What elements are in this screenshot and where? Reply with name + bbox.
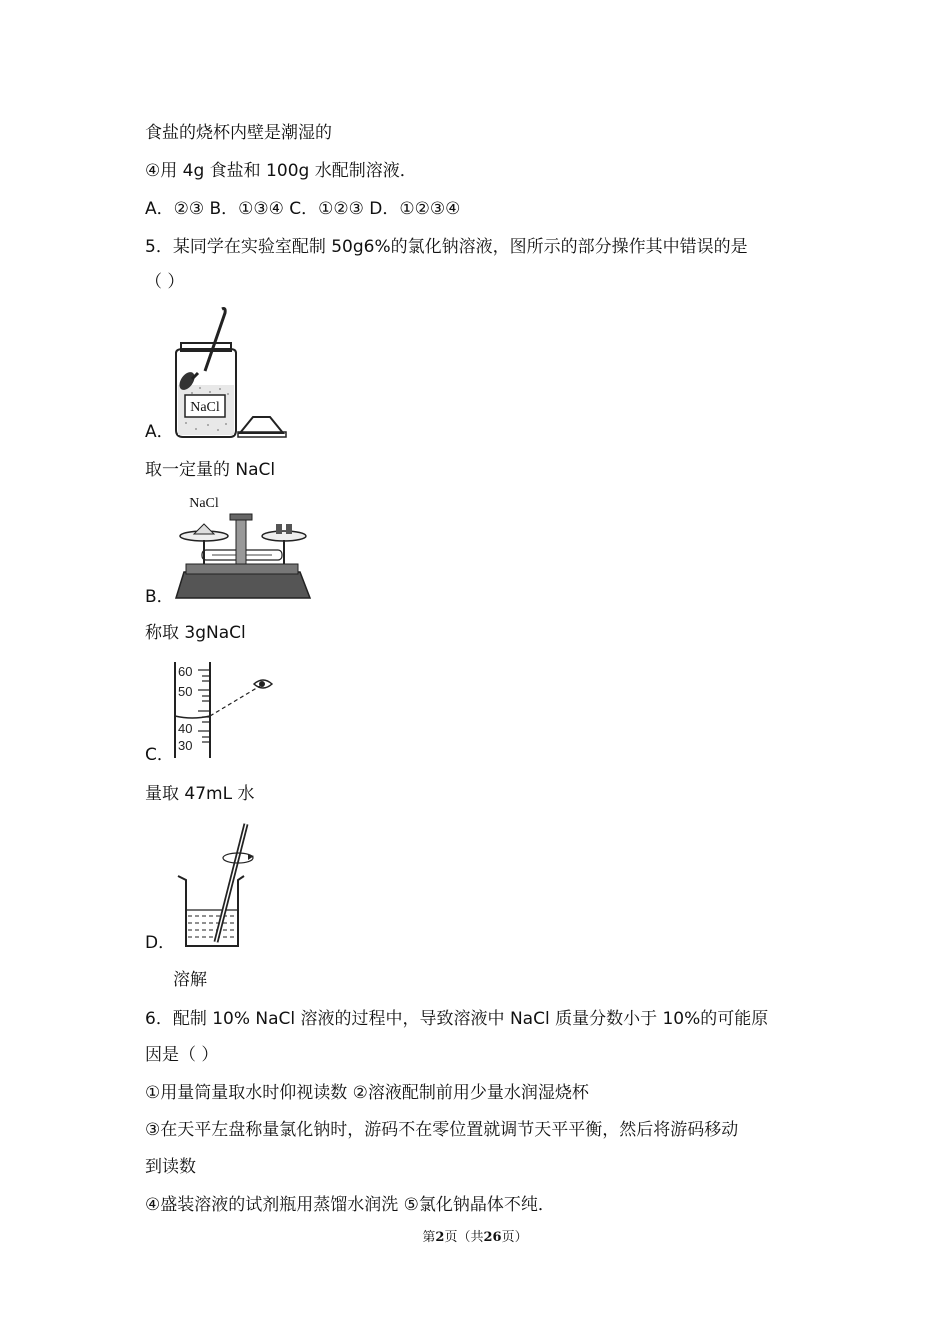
footer-total: 26: [483, 1230, 502, 1245]
tick-50: 50: [178, 684, 193, 699]
balance-label: NaCl: [189, 496, 219, 511]
statement-1-2: ①用量筒量取水时仰视读数 ②溶液配制前用少量水润湿烧杯: [145, 1083, 589, 1103]
caption-a: 取一定量的 NaCl: [145, 460, 276, 480]
bottle-label: NaCl: [190, 400, 220, 415]
caption-c: 量取 47mL 水: [145, 784, 255, 804]
caption-b: 称取 3gNaCl: [145, 623, 246, 643]
question-6: 6．配制 10% NaCl 溶液的过程中，导致溶液中 NaCl 质量分数小于 10%的可能原: [145, 1009, 769, 1029]
question-5-blank: （ ）: [145, 272, 185, 292]
footer-suffix: 页）: [501, 1230, 528, 1245]
caption-d: 溶解: [173, 970, 207, 990]
bottle-spoon-figure: [170, 305, 295, 440]
option-b-label: B．: [145, 587, 174, 607]
line-3-options: A．②③ B．①③④ C．①②③ D．①②③④: [145, 199, 461, 219]
beaker-figure: [172, 818, 272, 953]
footer-prefix: 第: [422, 1230, 436, 1245]
footer-page: 2: [435, 1230, 445, 1245]
statement-3: ③在天平左盘称量氯化钠时，游码不在零位置就调节天平平衡，然后将游码移动: [145, 1120, 739, 1140]
tick-40: 40: [178, 721, 193, 736]
tick-30: 30: [178, 738, 193, 753]
line-2: ④用 4g 食盐和 100g 水配制溶液．: [145, 161, 417, 181]
question-5: 5．某同学在实验室配制 50g6%的氯化钠溶液，图所示的部分操作其中错误的是: [145, 237, 748, 257]
option-a-label: A．: [145, 422, 174, 442]
balance-figure: [172, 488, 317, 606]
line-1: 食盐的烧杯内壁是潮湿的: [145, 123, 332, 143]
question-6-blank: 因是（ ）: [145, 1045, 219, 1065]
option-d-label: D．: [145, 933, 176, 953]
tick-60: 60: [178, 664, 193, 679]
statement-3-cont: 到读数: [145, 1157, 196, 1177]
option-c-label: C．: [145, 745, 174, 765]
page-footer: [0, 1226, 950, 1245]
footer-mid: 页（共: [444, 1230, 484, 1245]
statement-4-5: ④盛装溶液的试剂瓶用蒸馏水润洗 ⑤氯化钠晶体不纯．: [145, 1195, 555, 1215]
cylinder-figure: [170, 660, 280, 762]
